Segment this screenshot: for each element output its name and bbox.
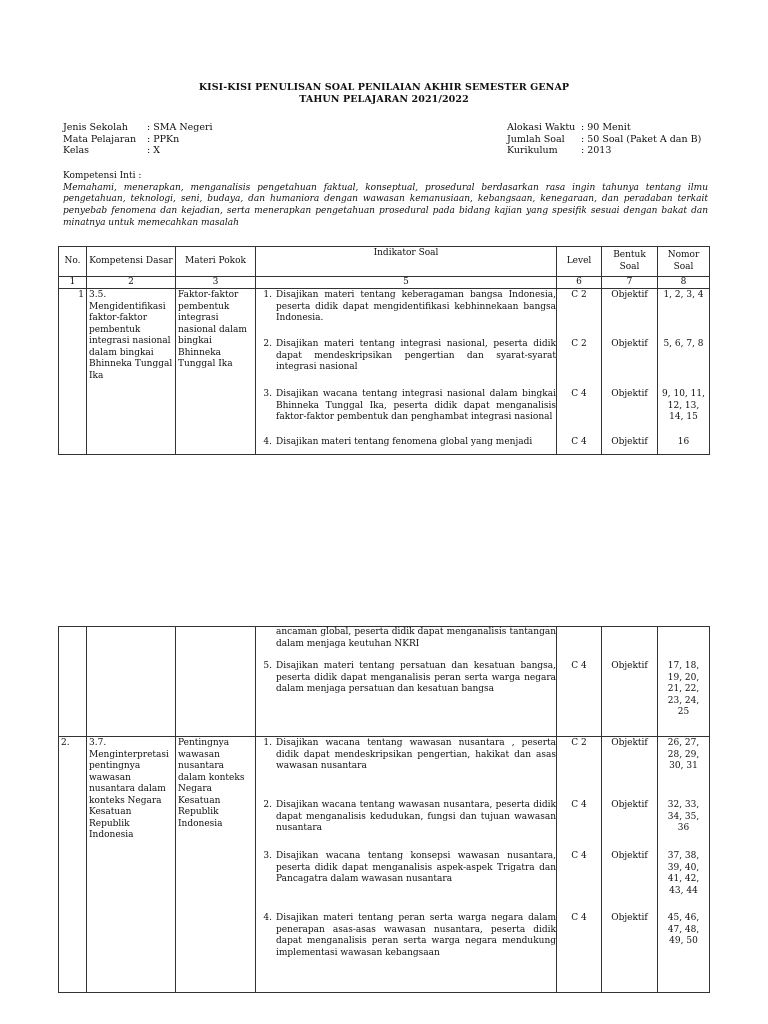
indikator-text: Disajikan materi tentang fenomena global yang menjadi [276,437,533,447]
meta-key: Alokasi Waktu [507,122,576,133]
nomor-value: 32, 33, 34, 35, 36 [667,800,700,833]
indikator-number: 1. [263,290,272,300]
header-nomor-soal: Nomor Soal [658,247,710,277]
level-value: C 4 [571,661,587,671]
bentuk-cell [602,737,658,993]
row-number: 1 [59,289,87,455]
indikator-item [256,437,556,449]
level-value: C 4 [571,800,587,810]
meta-value: : X [147,145,160,156]
meta-value: : PPKn [147,133,180,145]
level-cell [557,737,602,993]
nomor-cell [658,627,710,737]
indikator-text: Disajikan materi tentang peran serta warga negara dalam penerapan asas-asas wawasan nusantara, peserta didik dapat menganalisis peran serta warga negara mendukung implementasi wawasan kebangsaan [276,913,556,958]
indikator-item [256,851,556,913]
level-cell [557,627,602,737]
bentuk-value: Objektif [611,437,648,447]
nomor-value: 37, 38, 39, 40, 41, 42, 43, 44 [667,851,700,896]
bentuk-cell [602,289,658,455]
indikator-item [256,627,556,661]
materi-pokok-cell: Pentingnya wawasan nusantara dalam konteks Negara Kesatuan Republik Indonesia [176,737,256,993]
meta-key: Jumlah Soal [507,133,565,145]
indikator-number: 4. [263,437,272,447]
meta-left [63,122,213,157]
header-indikator: Indikator Soal [256,247,557,277]
indikator-item [256,913,556,959]
nomor-value: 16 [677,437,690,447]
document-title: KISI-KISI PENULISAN SOAL PENILAIAN AKHIR SEMESTER GENAP [198,82,570,93]
kompetensi-inti-label: Kompetensi Inti : [63,171,142,181]
kompetensi-dasar-cell [87,627,176,737]
bentuk-value: Objektif [611,800,648,810]
row-number [59,627,87,737]
meta-value: : 50 Soal (Paket A dan B) [581,133,702,145]
nomor-value: 1, 2, 3, 4 [663,290,704,300]
level-value: C 2 [571,738,587,748]
indikator-cell [256,737,557,993]
indikator-text: Disajikan wacana tentang integrasi nasional dalam bingkai Bhinneka Tunggal Ika, peserta didik dapat menganalisis faktor-faktor pembentuk dan penghambat integrasi nasional [276,389,556,422]
header-kompetensi-dasar: Kompetensi Dasar [87,247,176,277]
indikator-number: 2. [263,339,272,349]
kompetensi-inti [63,171,708,230]
document-subtitle: TAHUN PELAJARAN 2021/2022 [299,94,469,105]
indikator-number: 4. [263,913,272,923]
bentuk-value: Objektif [611,913,648,923]
level-value: C 2 [571,339,587,349]
level-value: C 4 [571,851,587,861]
meta-key: Jenis Sekolah [63,122,128,133]
nomor-value: 17, 18, 19, 20, 21, 22, 23, 24, 25 [667,661,700,717]
level-value: C 4 [571,913,587,923]
column-number: 7 [602,277,658,289]
column-number: 6 [557,277,602,289]
level-value: C 2 [571,290,587,300]
kompetensi-dasar-cell: 3.5. Mengidentifikasi faktor-faktor pembentuk integrasi nasional dalam bingkai Bhinneka Tunggal Ika [87,289,176,455]
indikator-item [256,800,556,851]
indikator-text: Disajikan materi tentang integrasi nasional, peserta didik dapat mendeskripsikan pengertian dan syarat-syarat integrasi nasional [276,339,556,372]
bentuk-value: Objektif [611,661,648,671]
header-no: No. [59,247,87,277]
indikator-item [256,661,556,696]
meta-key: Kurikulum [507,145,558,156]
indikator-text: Disajikan wacana tentang konsepsi wawasan nusantara, peserta didik dapat menganalisis aspek-aspek Trigatra dan Pancagatra dalam wawasan nusantara [276,851,556,884]
column-number: 2 [87,277,176,289]
row-number: 2. [59,737,87,993]
indikator-text: Disajikan materi tentang persatuan dan kesatuan bangsa, peserta didik dapat menganalisis peran serta warga negara dalam menjaga persatuan dan kesatuan bangsa [276,661,556,694]
materi-pokok-cell: Faktor-faktor pembentuk integrasi nasional dalam bingkai Bhinneka Tunggal Ika [176,289,256,455]
indikator-number: 2. [263,800,272,810]
meta-value: : SMA Negeri [147,122,213,133]
column-number: 1 [59,277,87,289]
indikator-number: 1. [263,738,272,748]
bentuk-value: Objektif [611,339,648,349]
nomor-value: 9, 10, 11, 12, 13, 14, 15 [662,389,705,422]
indikator-number [256,627,276,661]
kisi-table-1 [58,246,710,455]
indikator-cell [256,627,557,737]
bentuk-value: Objektif [611,389,648,399]
header-materi-pokok: Materi Pokok [176,247,256,277]
bentuk-cell [602,627,658,737]
indikator-item [256,737,556,800]
column-number: 5 [256,277,557,289]
indikator-number: 5. [263,661,272,671]
kisi-table-2 [58,626,710,993]
header-level: Level [557,247,602,277]
indikator-text: Disajikan wacana tentang wawasan nusantara , peserta didik dapat mendeskripsikan pengertian, hakikat dan asas wawasan nusantara [276,738,556,771]
level-cell [557,289,602,455]
indikator-text: ancaman global, peserta didik dapat menganalisis tantangan dalam menjaga keutuhan NKRI [276,627,556,649]
indikator-item [256,389,556,437]
indikator-number: 3. [263,851,272,861]
indikator-item [256,289,556,339]
meta-key: Mata Pelajaran [63,133,137,145]
meta-value: : 2013 [581,145,612,156]
nomor-value: 45, 46, 47, 48, 49, 50 [667,913,700,946]
bentuk-value: Objektif [611,738,648,748]
level-value: C 4 [571,437,587,447]
kompetensi-inti-text: Memahami, menerapkan, menganalisis pengetahuan faktual, konseptual, prosedural berdasarkan rasa ingin tahunya tentang ilmu pengetahuan, teknologi, seni, budaya, dan humaniora dengan wawasan kemanusiaan, kebangsaan, kenegaraan, dan peradaban terkait penyebab fenomena dan kejadian, serta menerapkan pengetahuan prosedural pada bidang kajian yang spesifik sesuai dengan bakat dan minatnya untuk memecahkan masalah [63,182,708,228]
header-bentuk-soal: Bentuk Soal [602,247,658,277]
column-number: 3 [176,277,256,289]
indikator-text: Disajikan wacana tentang wawasan nusantara, peserta didik dapat menganalisis kedudukan, fungsi dan tujuan wawasan nusantara [276,800,556,833]
nomor-value: 26, 27, 28, 29, 30, 31 [667,738,700,771]
indikator-text: Disajikan materi tentang keberagaman bangsa Indonesia, peserta didik dapat mengidentifikasi kebhinnekaan bangsa Indonesia. [276,290,556,323]
kompetensi-dasar-cell: 3.7. Menginterpretasi pentingnya wawasan nusantara dalam konteks Negara Kesatuan Republik Indonesia [87,737,176,993]
meta-key: Kelas [63,145,90,156]
materi-pokok-cell [176,627,256,737]
bentuk-value: Objektif [611,290,648,300]
bentuk-value: Objektif [611,851,648,861]
nomor-cell [658,289,710,455]
indikator-cell [256,289,557,455]
meta-value: : 90 Menit [581,122,631,133]
column-number: 8 [658,277,710,289]
indikator-item [256,339,556,389]
indikator-number: 3. [263,389,272,399]
level-value: C 4 [571,389,587,399]
nomor-cell [658,737,710,993]
nomor-value: 5, 6, 7, 8 [663,339,704,349]
meta-right [507,122,701,157]
